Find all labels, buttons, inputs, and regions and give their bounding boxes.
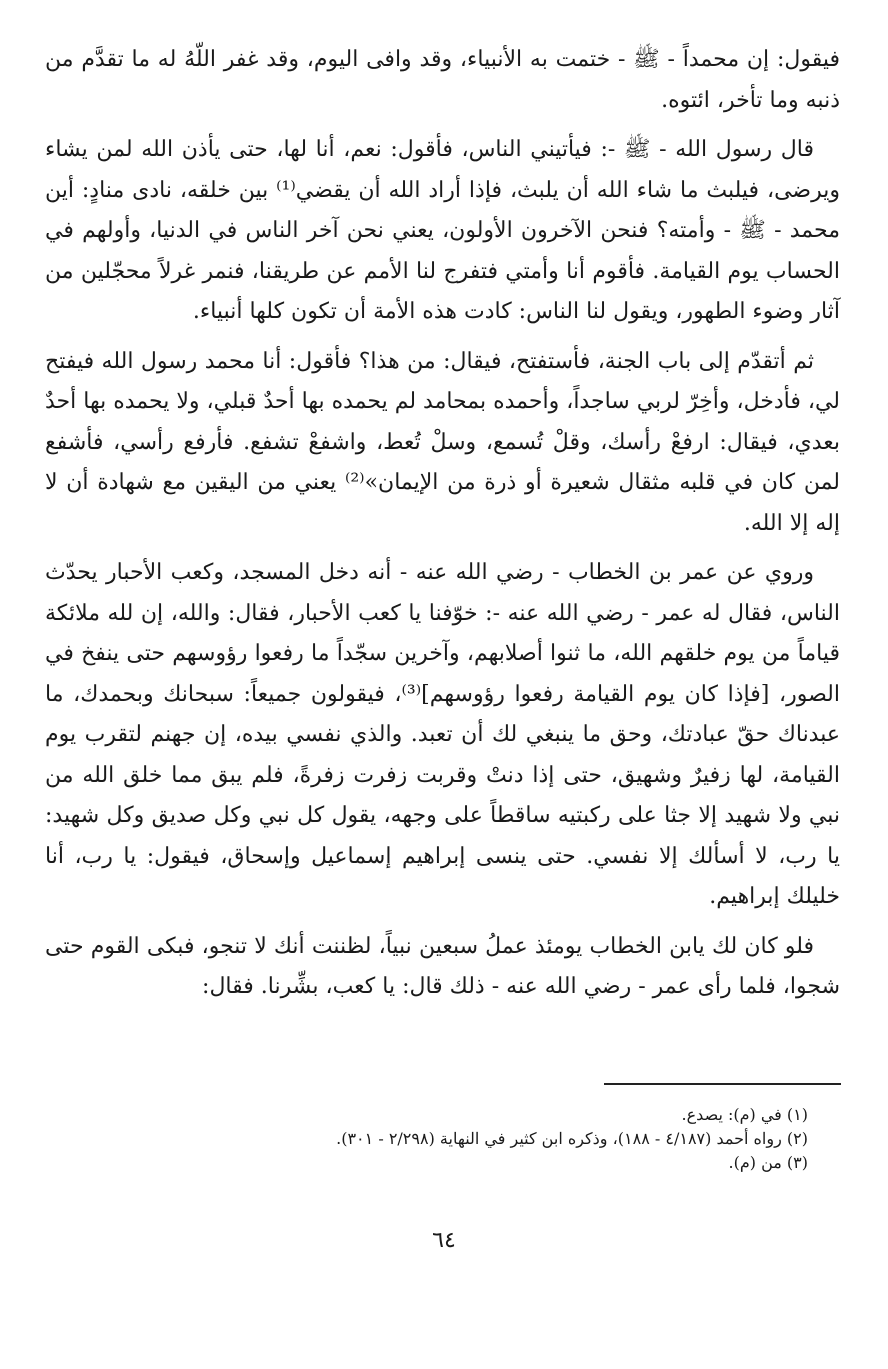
paragraph: قال رسول الله - ﷺ -: فيأتيني الناس، فأقول: نعم، أنا لها، حتى يأذن الله لمن يشاء ويرضى، فيلبث ما شاء الله أن يلبث، فإذا أراد الله أن يقضي⁽¹⁾ بين خلقه، نادى منادٍ: أين محمد - ﷺ - وأمته؟ فنحن الآخرون الأولون، يعني نحن آخر الناس في الدنيا، وأولهم في الحساب يوم القيامة. فأقوم أنا وأمتي فتفرج لنا الأمم عن طريقنا، فنمر غرلاً محجّلين من آثار وضوء الطهور، ويقول لنا الناس: كادت هذه الأمة أن تكون كلها أنبياء. bbox=[45, 137, 840, 324]
paragraph: فيقول: إن محمداً - ﷺ - ختمت به الأنبياء، وقد وافى اليوم، وقد غفر اللّهُ له ما تقدَّم من ذنبه وما تأخر، ائتوه. bbox=[45, 47, 840, 113]
page-number: ٦٤ bbox=[432, 1228, 456, 1253]
footnote: (٢) رواه أحمد (٤/١٨٧ - ١٨٨)، وذكره ابن كثير في النهاية (٢/٢٩٨ - ٣٠١). bbox=[336, 1129, 808, 1148]
footnotes bbox=[88, 1103, 808, 1175]
footnote: (١) في (م): يصدع. bbox=[681, 1105, 808, 1124]
paragraph: وروي عن عمر بن الخطاب - رضي الله عنه - أنه دخل المسجد، وكعب الأحبار يحدّث الناس، فقال له عمر - رضي الله عنه -: خوّفنا يا كعب الأحبار، فقال: والله، إن لله ملائكة قياماً من يوم خلقهم الله، ما ثنوا أصلابهم، وآخرين سجّداً ما رفعوا رؤوسهم حتى ينفخ في الصور، [فإذا كان يوم القيامة رفعوا رؤوسهم]⁽³⁾، فيقولون جميعاً: سبحانك وبحمدك، ما عبدناك حقّ عبادتك، وحق ما ينبغي لك أن تعبد. والذي نفسي بيده، إن جهنم لتقرب يوم القيامة، لها زفيرٌ وشهيق، حتى إذا دنتْ وقربت زفرت زفرةً، فلم يبق مما خلق الله من نبي ولا شهيد إلا جثا على ركبتيه ساقطاً على وجهه، يقول كل نبي وكل صديق وكل شهيد: يا رب، لا أسألك إلا نفسي. حتى ينسى إبراهيم إسماعيل وإسحاق، فيقول: يا رب، أنا خليلك إبراهيم. bbox=[45, 560, 841, 909]
paragraph: ثم أتقدّم إلى باب الجنة، فأستفتح، فيقال: من هذا؟ فأقول: أنا محمد رسول الله فيفتح لي، فأدخل، وأخِرّ لربي ساجداً، وأحمده بمحامد لم يحمده بها أحدٌ قبلي، ولا يحمده بها أحدٌ بعدي، فيقال: ارفعْ رأسك، وقلْ تُسمع، وسلْ تُعط، واشفعْ تشفع. فأرفع رأسي، فأشفع لمن كان في قلبه مثقال شعيرة أو ذرة من الإيمان»⁽²⁾ يعني من اليقين مع شهادة أن لا إله إلا الله. bbox=[45, 348, 840, 536]
footnote-divider bbox=[604, 1083, 841, 1085]
footnote: (٣) من (م). bbox=[728, 1153, 808, 1172]
body-text bbox=[45, 40, 840, 1017]
paragraph: فلو كان لك يابن الخطاب يومئذ عملُ سبعين نبياً، لظننت أنك لا تنجو، فبكى القوم حتى شجوا، فلما رأى عمر - رضي الله عنه - ذلك قال: يا كعب، بشِّرنا. فقال: bbox=[45, 933, 840, 999]
